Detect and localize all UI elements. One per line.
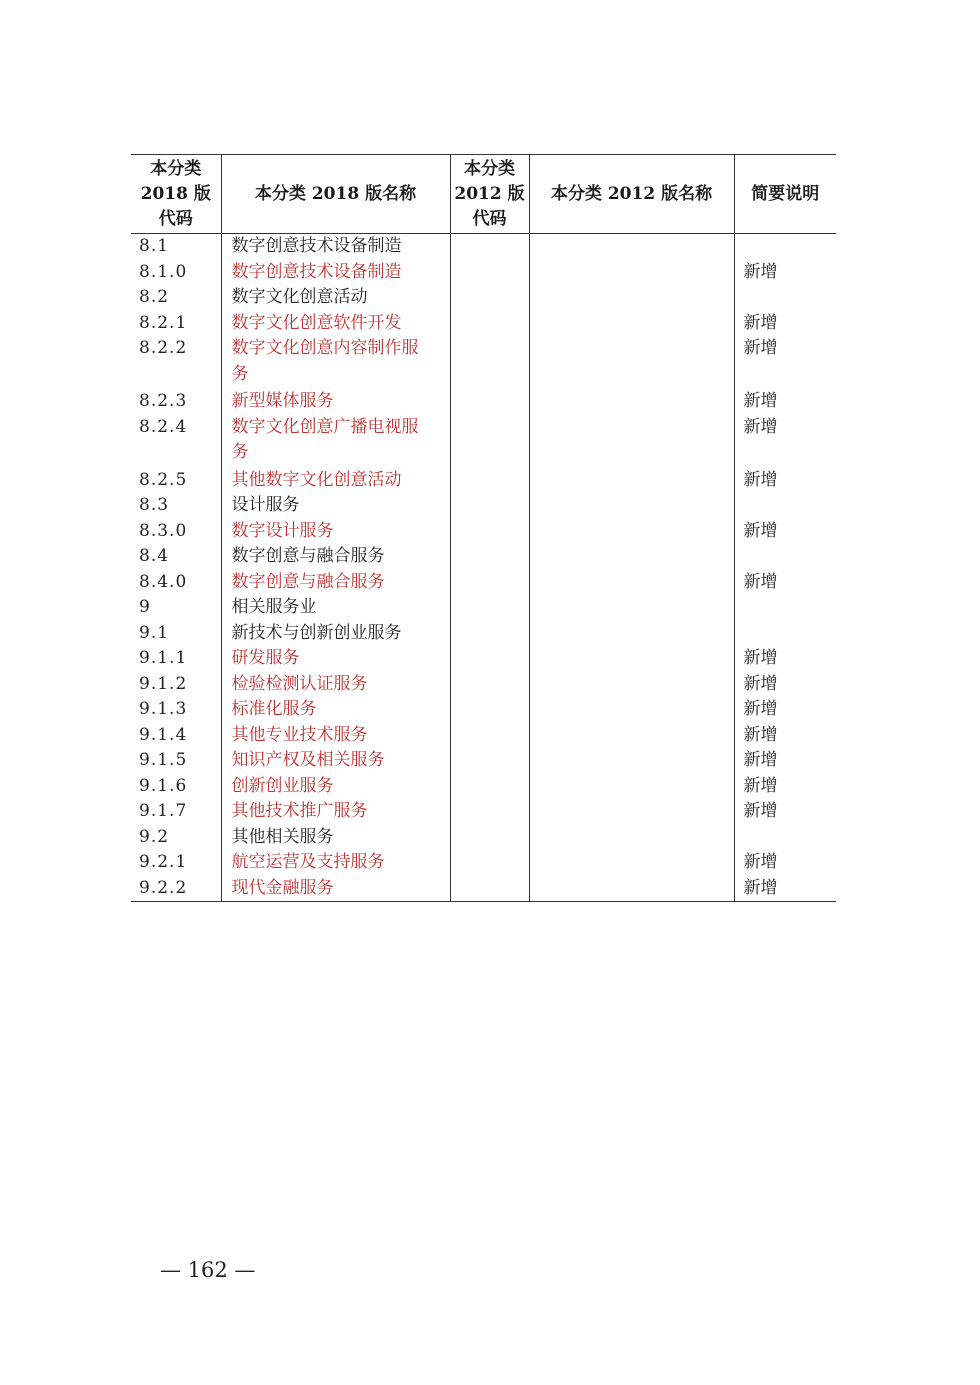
name-2018-cell: 数字文化创意活动 xyxy=(221,285,450,311)
table-row xyxy=(131,825,836,851)
name-2018-cell: 数字文化创意软件开发 xyxy=(221,311,450,337)
code-2018-cell: 8.2 xyxy=(139,287,170,307)
note-cell xyxy=(734,285,836,311)
table-row xyxy=(131,415,836,468)
note-cell: 新增 xyxy=(734,876,836,902)
code-2018-cell: 9.2 xyxy=(139,826,170,847)
name-2018-cell: 数字文化创意内容制作服务 xyxy=(221,336,450,389)
name-2018-cell: 数字文化创意广播电视服务 xyxy=(221,415,450,468)
table-row xyxy=(131,697,836,723)
code-2018-cell: 8.2.5 xyxy=(139,469,188,490)
table-row xyxy=(131,493,836,519)
header-row xyxy=(131,155,836,234)
code-2012-cell xyxy=(450,468,529,494)
note-cell xyxy=(734,825,836,851)
name-2018-cell: 知识产权及相关服务 xyxy=(221,748,450,774)
code-2018-cell: 8.2.3 xyxy=(139,391,188,411)
code-2018-cell: 9.1.2 xyxy=(139,673,188,694)
note-cell: 新增 xyxy=(734,311,836,337)
name-2012-cell xyxy=(529,389,734,415)
table-row xyxy=(131,748,836,774)
code-2012-cell xyxy=(450,646,529,672)
code-2012-cell xyxy=(450,519,529,545)
code-2012-cell xyxy=(450,799,529,825)
name-2012-cell xyxy=(529,850,734,876)
note-cell: 新增 xyxy=(734,850,836,876)
name-2018-cell: 现代金融服务 xyxy=(221,876,450,902)
name-2018-cell: 其他专业技术服务 xyxy=(221,723,450,749)
table-row xyxy=(131,544,836,570)
code-2012-cell xyxy=(450,311,529,337)
note-cell: 新增 xyxy=(734,336,836,389)
code-2018-cell: 8.2.4 xyxy=(139,416,188,437)
name-2018-cell: 航空运营及支持服务 xyxy=(221,850,450,876)
note-cell: 新增 xyxy=(734,748,836,774)
name-2012-cell xyxy=(529,697,734,723)
code-2012-cell xyxy=(450,493,529,519)
name-2012-cell xyxy=(529,621,734,647)
note-cell: 新增 xyxy=(734,672,836,698)
code-2018-cell: 8.2.1 xyxy=(139,312,188,333)
table-row xyxy=(131,774,836,800)
name-2012-cell xyxy=(529,799,734,825)
code-2018-cell: 8.4.0 xyxy=(139,571,188,592)
code-2018-cell: 8.1.0 xyxy=(139,261,188,282)
name-2018-cell: 其他技术推广服务 xyxy=(221,799,450,825)
table-row xyxy=(131,876,836,902)
name-2012-cell xyxy=(529,285,734,311)
code-2012-cell xyxy=(450,621,529,647)
note-cell: 新增 xyxy=(734,646,836,672)
header-name-2012: 本分类 2012 版名称 xyxy=(529,155,734,234)
name-2012-cell xyxy=(529,260,734,286)
page-number: — 162 — xyxy=(160,1258,256,1282)
code-2012-cell xyxy=(450,825,529,851)
table-row xyxy=(131,595,836,621)
note-cell xyxy=(734,493,836,519)
name-2018-cell: 新技术与创新创业服务 xyxy=(221,621,450,647)
code-2018-cell: 8.2.2 xyxy=(139,338,188,358)
code-2018-cell: 9.2.2 xyxy=(139,877,188,898)
table-row xyxy=(131,389,836,415)
note-cell xyxy=(734,544,836,570)
note-cell: 新增 xyxy=(734,799,836,825)
note-cell: 新增 xyxy=(734,723,836,749)
name-2018-cell: 创新创业服务 xyxy=(221,774,450,800)
code-2012-cell xyxy=(450,595,529,621)
name-2018-cell: 数字创意与融合服务 xyxy=(221,544,450,570)
table-row xyxy=(131,234,836,260)
header-note: 简要说明 xyxy=(734,155,836,234)
code-2018-cell: 8.1 xyxy=(139,236,170,256)
note-cell xyxy=(734,621,836,647)
name-2012-cell xyxy=(529,493,734,519)
name-2012-cell xyxy=(529,774,734,800)
table-row xyxy=(131,672,836,698)
name-2018-cell: 检验检测认证服务 xyxy=(221,672,450,698)
note-cell xyxy=(734,234,836,260)
code-2018-cell: 9.1.6 xyxy=(139,775,188,796)
name-2012-cell xyxy=(529,672,734,698)
name-2018-cell: 相关服务业 xyxy=(221,595,450,621)
header-code-2012: 本分类 2012 版 代码 xyxy=(450,155,529,234)
code-2018-cell: 9.1.3 xyxy=(139,699,188,719)
name-2018-cell: 其他数字文化创意活动 xyxy=(221,468,450,494)
note-cell xyxy=(734,595,836,621)
table-row xyxy=(131,519,836,545)
name-2018-cell: 标准化服务 xyxy=(221,697,450,723)
name-2012-cell xyxy=(529,519,734,545)
code-2012-cell xyxy=(450,389,529,415)
note-cell: 新增 xyxy=(734,519,836,545)
note-cell: 新增 xyxy=(734,415,836,468)
code-2018-cell: 9.1.4 xyxy=(139,724,188,745)
name-2012-cell xyxy=(529,336,734,389)
note-cell: 新增 xyxy=(734,260,836,286)
name-2018-cell: 数字创意技术设备制造 xyxy=(221,234,450,260)
note-cell: 新增 xyxy=(734,389,836,415)
name-2012-cell xyxy=(529,748,734,774)
code-2018-cell: 8.4 xyxy=(139,546,170,566)
code-2012-cell xyxy=(450,774,529,800)
name-2012-cell xyxy=(529,876,734,902)
code-2018-cell: 8.3.0 xyxy=(139,520,188,541)
code-2018-cell: 9.1.7 xyxy=(139,801,188,821)
name-2018-cell: 其他相关服务 xyxy=(221,825,450,851)
note-cell: 新增 xyxy=(734,697,836,723)
code-2012-cell xyxy=(450,850,529,876)
code-2012-cell xyxy=(450,234,529,260)
code-2012-cell xyxy=(450,415,529,468)
code-2018-cell: 9 xyxy=(139,597,151,617)
table-row xyxy=(131,799,836,825)
table-row xyxy=(131,850,836,876)
code-2012-cell xyxy=(450,544,529,570)
name-2012-cell xyxy=(529,646,734,672)
name-2018-cell: 数字创意技术设备制造 xyxy=(221,260,450,286)
name-2012-cell xyxy=(529,415,734,468)
code-2012-cell xyxy=(450,672,529,698)
table-row xyxy=(131,311,836,337)
name-2012-cell xyxy=(529,595,734,621)
code-2012-cell xyxy=(450,570,529,596)
table-row xyxy=(131,260,836,286)
name-2012-cell xyxy=(529,723,734,749)
table-row xyxy=(131,723,836,749)
code-2012-cell xyxy=(450,748,529,774)
code-2012-cell xyxy=(450,876,529,902)
code-2012-cell xyxy=(450,260,529,286)
name-2018-cell: 数字创意与融合服务 xyxy=(221,570,450,596)
table-header xyxy=(131,155,836,234)
code-2012-cell xyxy=(450,723,529,749)
note-cell: 新增 xyxy=(734,570,836,596)
note-cell: 新增 xyxy=(734,468,836,494)
code-2018-cell: 9.2.1 xyxy=(139,852,188,872)
classification-table xyxy=(131,154,836,902)
name-2012-cell xyxy=(529,234,734,260)
code-2018-cell: 9.1.5 xyxy=(139,750,188,770)
name-2018-cell: 新型媒体服务 xyxy=(221,389,450,415)
table-row xyxy=(131,468,836,494)
code-2018-cell: 8.3 xyxy=(139,495,170,515)
name-2018-cell: 设计服务 xyxy=(221,493,450,519)
code-2018-cell: 9.1.1 xyxy=(139,648,188,668)
name-2012-cell xyxy=(529,311,734,337)
header-code-2018: 本分类 2018 版 代码 xyxy=(140,158,211,229)
code-2012-cell xyxy=(450,336,529,389)
name-2012-cell xyxy=(529,570,734,596)
table-body xyxy=(131,234,836,902)
note-cell: 新增 xyxy=(734,774,836,800)
table-row xyxy=(131,285,836,311)
code-2018-cell: 9.1 xyxy=(139,622,170,643)
name-2012-cell xyxy=(529,544,734,570)
name-2012-cell xyxy=(529,825,734,851)
name-2018-cell: 研发服务 xyxy=(221,646,450,672)
name-2012-cell xyxy=(529,468,734,494)
code-2012-cell xyxy=(450,697,529,723)
table-row xyxy=(131,621,836,647)
header-name-2018: 本分类 2018 版名称 xyxy=(221,155,450,234)
name-2018-cell: 数字设计服务 xyxy=(221,519,450,545)
code-2012-cell xyxy=(450,285,529,311)
table-row xyxy=(131,570,836,596)
table-row xyxy=(131,336,836,389)
table-row xyxy=(131,646,836,672)
